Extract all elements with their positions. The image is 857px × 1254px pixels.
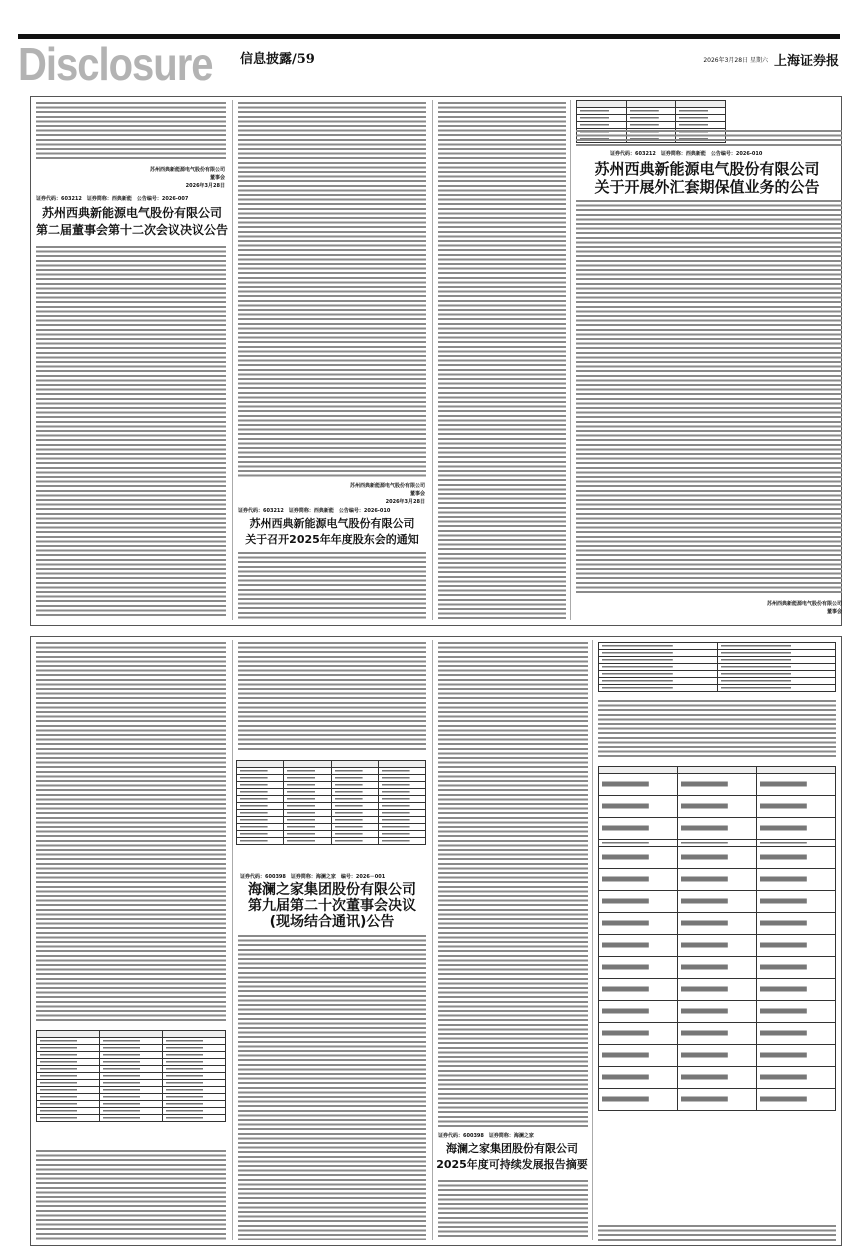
section-title <box>240 48 315 67</box>
headline: 海澜之家集团股份有限公司 第九届第二十次董事会决议 (现场结合通讯)公告 <box>248 882 416 930</box>
body-text <box>238 552 426 620</box>
body-text <box>36 246 226 618</box>
signature: 苏州西典新能源电气股份有限公司 董事会 2026年3月28日 <box>349 483 425 505</box>
column-divider <box>432 640 433 1240</box>
signature: 苏州西典新能源电气股份有限公司 董事会 2026年3月28日 <box>149 167 225 189</box>
sustainability-table <box>598 766 836 1111</box>
masthead-rule <box>18 34 840 39</box>
dateline <box>703 50 839 69</box>
headline: 海澜之家集团股份有限公司 2025年度可持续发展报告摘要 <box>436 1142 588 1171</box>
body-text <box>598 1225 836 1241</box>
column-divider <box>570 100 571 620</box>
issue-date: 2026年3月28日 星期六 <box>703 57 768 64</box>
article-meta: 证券代码：600398 证券简称：海澜之家 编号：2026－001 <box>240 874 386 880</box>
signature: 苏州西典新能源电气股份有限公司 董事会 <box>766 601 842 615</box>
body-text <box>238 102 426 478</box>
body-text <box>576 130 842 146</box>
info-table <box>598 642 836 692</box>
section-name: 信息披露 <box>240 52 293 67</box>
proposal-table <box>36 1030 226 1122</box>
article-meta: 证券代码：603212 证券简称：西典新能 公告编号：2026-010 <box>610 151 763 157</box>
column-divider <box>232 100 233 620</box>
headline: 苏州西典新能源电气股份有限公司 第二届董事会第十二次会议决议公告 <box>35 206 228 237</box>
article-meta: 证券代码：600398 证券简称：海澜之家 <box>438 1133 534 1139</box>
body-text <box>36 642 226 1022</box>
masthead-brand: Disclosure <box>18 39 213 91</box>
body-text <box>438 642 588 1127</box>
body-text <box>238 642 426 752</box>
election-table <box>236 760 426 845</box>
headline: 苏州西典新能源电气股份有限公司 关于开展外汇套期保值业务的公告 <box>594 160 820 196</box>
body-text <box>438 102 566 622</box>
paper-logo: 上海证券报 <box>773 54 839 69</box>
body-text <box>36 102 226 162</box>
column-divider <box>592 640 593 1240</box>
column-divider <box>232 640 233 1240</box>
page-number: /59 <box>292 52 315 67</box>
body-text <box>576 200 842 594</box>
column-divider <box>432 100 433 620</box>
article-meta: 证券代码：603212 证券简称：西典新能 公告编号：2026-010 <box>238 508 391 514</box>
body-text <box>36 1150 226 1240</box>
headline: 苏州西典新能源电气股份有限公司 关于召开2025年年度股东会的通知 <box>245 517 419 546</box>
body-text <box>438 1180 588 1240</box>
article-meta: 证券代码：603212 证券简称：西典新能 公告编号：2026-007 <box>36 196 189 202</box>
body-text <box>238 935 426 1240</box>
body-text <box>598 700 836 760</box>
